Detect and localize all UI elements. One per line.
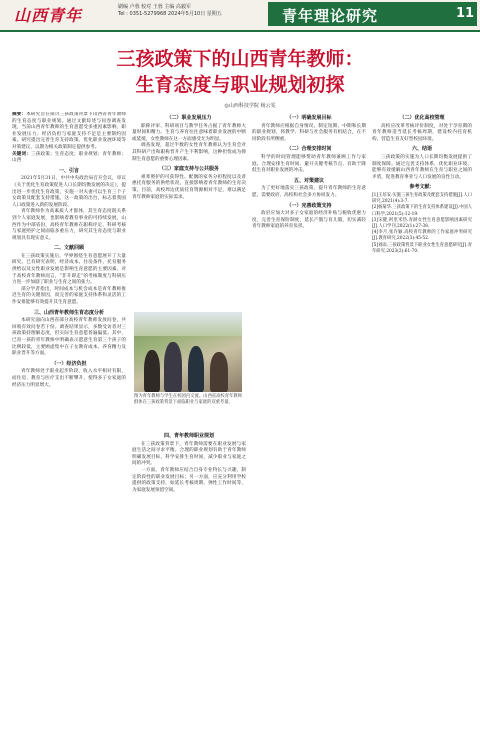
contact-date-line: Tel : 0351-5279968 2024年5月10日 星期五	[118, 11, 222, 17]
section-heading: 二、文献回顾	[53, 245, 84, 252]
header-divider	[0, 30, 480, 32]
subsection-heading: （二）优化高校管理	[399, 115, 445, 121]
reference-item: [4]李月,张许颖.高校青年教师的工作家庭冲突研究[J].教育研究,2022(3):45-52.	[372, 230, 472, 242]
body-paragraph: 部分学者指出，时间成本与机会成本是青年教师推迟生育的关键原因，而完善的家庭支持体系和灵活的工作安排能够有效提升其生育意愿。	[12, 286, 126, 306]
masthead-logo: 山西青年	[14, 6, 83, 25]
subsection-heading: （三）家庭支持与公共服务	[158, 166, 219, 173]
photo-person	[164, 342, 182, 392]
body-paragraph: 政府应加大对多子女家庭的经济补贴与税收优惠力度，完善生育保险制度，延长产假与育儿假，切实减轻青年教师家庭的养育负担。	[252, 211, 366, 230]
body-paragraph: 本研究面向山西省部分高校青年教师发放问卷，共回收有效问卷若干份。调查结果显示，多数受访者对三孩政策持理解态度，但实际生育意愿普遍偏低。其中，已育一孩的青年教师中明确表示愿意生育第三个孩子的比例较低，主要顾虑集中在子女教育成本、养育精力及职业晋升等方面。	[12, 318, 126, 357]
headline-line-1: 三孩政策下的山西青年教师：	[116, 48, 364, 70]
article-headline	[30, 46, 450, 98]
section-heading: 五、对策建议	[293, 177, 324, 184]
reference-item: [3]宋健,阿里米热.育龄女性生育意愿影响因素研究[J].人口学刊,2022(1):27-38.	[372, 217, 472, 229]
reference-item: [1]王培安.实施三孩生育政策及配套支持措施[J].人口研究,2021(4):3-7.	[372, 192, 472, 205]
body-paragraph: 一方面，青年教师应结合自身专业特长与兴趣，制定阶段性的职业发展目标；另一方面，应充分利用学校提供的政策支持，如延长考核周期、弹性工作时间等，为家庭发展预留空间。	[132, 467, 246, 493]
references	[372, 184, 472, 255]
references-heading: 参考文献：	[409, 184, 435, 191]
page-number: 11	[453, 2, 477, 26]
column-4	[372, 112, 472, 734]
column-1	[12, 112, 126, 734]
body-paragraph: 2021年5月31日，中共中央政治局召开会议，审议《关于优化生育政策促进人口长期均衡发展的决定》，提出进一步优化生育政策，实施一对夫妻可以生育三个子女政策及配套支持措施。这一政策的出台，标志着我国人口政策进入新的发展阶段。	[12, 176, 126, 208]
body-paragraph: 青年教师应根据自身情况，制定短期、中期和长期的职业规划，将教学、科研与社会服务有机结合，在不同阶段有所侧重。	[252, 123, 366, 142]
photo-background	[134, 312, 242, 336]
abstract-text: 本研究旨在探讨三孩政策背景下山西省青年教师的生育态度与职业规划。通过文献综述与问卷调查发现，当前山西青年教师的生育意愿受多重因素影响，职业发展压力、经济负担与家庭支持不足是主要制约因素。研究提出完善生育支持政策、优化职业发展环境等对策建议，以期为相关政策制定提供参考。	[12, 112, 126, 150]
photo-person	[188, 346, 204, 392]
column-3	[252, 112, 366, 734]
body-paragraph: 青年教师作为高素质人才群体，其生育态度既关系到个人家庭发展，也影响着教育事业的可持续发展。山西作为中部省份，高校青年教师在职称评定、科研考核与家庭照护之间面临多重压力，研究其生育态度与职业规划具有现实意义。	[12, 209, 126, 241]
subsection-heading: （二）职业发展压力	[166, 115, 212, 121]
keywords-block	[12, 152, 126, 165]
article-byline: ◎山西科技学院 杨云雯	[224, 103, 276, 109]
body-paragraph: 祖辈照护的可获得性、配偶的家务分担程度以及普惠托育服务的供给状况，直接影响着青年教师的生育决策。目前，高校周边优质托育资源相对不足，难以满足青年教师家庭的实际需求。	[132, 174, 246, 200]
keywords-text: 三孩政策；生育态度；职业规划；青年教师；山西	[12, 151, 126, 164]
headline-line-2: 生育态度与职业规划初探	[135, 74, 345, 96]
column-2-lower	[132, 430, 246, 734]
subsection-heading: （一）明确发展目标	[286, 115, 332, 121]
body-paragraph: 三孩政策的实施为人口长期均衡发展提供了制度保障。通过完善支持体系、优化职业环境，能够有效缓解山西青年教师在生育与职业之间的矛盾，促进教育事业与人口发展的良性互动。	[372, 154, 472, 180]
body-paragraph: 职称评审、科研项目与教学任务占据了青年教师大量时间和精力。生育与养育往往意味着职业发展的中断或延缓，女性教师在这一方面感受尤为明显。	[132, 123, 246, 142]
body-paragraph: 为了更好地落实三孩政策，提升青年教师的生育意愿，需要政府、高校和社会多方协同发力。	[252, 186, 366, 198]
reference-item: [2]杨菊华.三孩政策下的生育支持体系建设[J].中国人口科学,2021(5):12-19.	[372, 205, 472, 217]
body-paragraph: 高校应改革考核评价制度，对处于孕育期的青年教师适当延长考核周期，建设校内托育机构，营造生育友好型校园环境。	[372, 123, 472, 142]
photo-caption: 图为青年教师与学生在校园内交流。山西省高校青年教师群体在三孩政策背景下面临职业与家庭的双重考量。	[134, 394, 242, 405]
article-photo	[134, 312, 242, 392]
abstract-block	[12, 112, 126, 152]
section-heading: 一、引言	[58, 167, 79, 174]
photo-person	[210, 352, 228, 392]
body-paragraph: 调查发现，超过半数的女性青年教师认为生育会对其科研产出和职称晋升产生不利影响，这种担忧成为抑制生育意愿的重要心理因素。	[132, 143, 246, 162]
body-paragraph: 在三孩政策实施后，学界围绕生育意愿展开了大量研究。已有研究表明，经济成本、住房条件、托育服务供给以及女性职业发展是影响生育意愿的主要因素。对于高校青年教师而言，“非升即走”的考核制度与科研压力进一步加剧了职业与生育之间的张力。	[12, 253, 126, 286]
section-title: 青年理论研究	[282, 7, 379, 25]
header-meta	[118, 4, 222, 18]
editor-credits: 刷编 卢蓉 校对 王蓉 主编 高毅军	[118, 4, 191, 10]
reference-item: [5]刘雨.三孩政策背景下职业女性生育意愿研究[J].青年研究,2023(2):61-70.	[372, 242, 472, 254]
page-header	[0, 0, 480, 30]
body-paragraph: 在三孩政策背景下，青年教师需要在职业发展与家庭生活之间寻求平衡。合理的职业规划有助于青年教师明确发展目标，科学安排生育时间，减少职业与家庭之间的冲突。	[132, 441, 246, 467]
body-paragraph: 科学的时间管理能够帮助青年教师兼顾工作与家庭。合理安排生育时间，避开关键考核节点，有助于降低生育对职业发展的冲击。	[252, 154, 366, 174]
photo-person	[144, 350, 160, 392]
subsection-heading: （二）合理安排时间	[286, 146, 332, 153]
section-heading: 六、结语	[411, 146, 432, 153]
subsection-heading: （一）完善政策支持	[286, 202, 332, 209]
subsection-heading: （一）经济负担	[51, 360, 87, 367]
abstract-label: 摘要：	[12, 112, 27, 117]
section-heading: 四、青年教师职业规划	[163, 433, 214, 439]
body-paragraph: 青年教师处于职业起步阶段，收入水平相对有限，而住房、教育与医疗支出不断攀升，使得多子女家庭的经济压力明显增大。	[12, 369, 126, 388]
keywords-label: 关键词：	[12, 151, 32, 157]
section-heading: 三、山西青年教师生育态度分析	[33, 309, 104, 316]
section-banner	[268, 2, 453, 26]
